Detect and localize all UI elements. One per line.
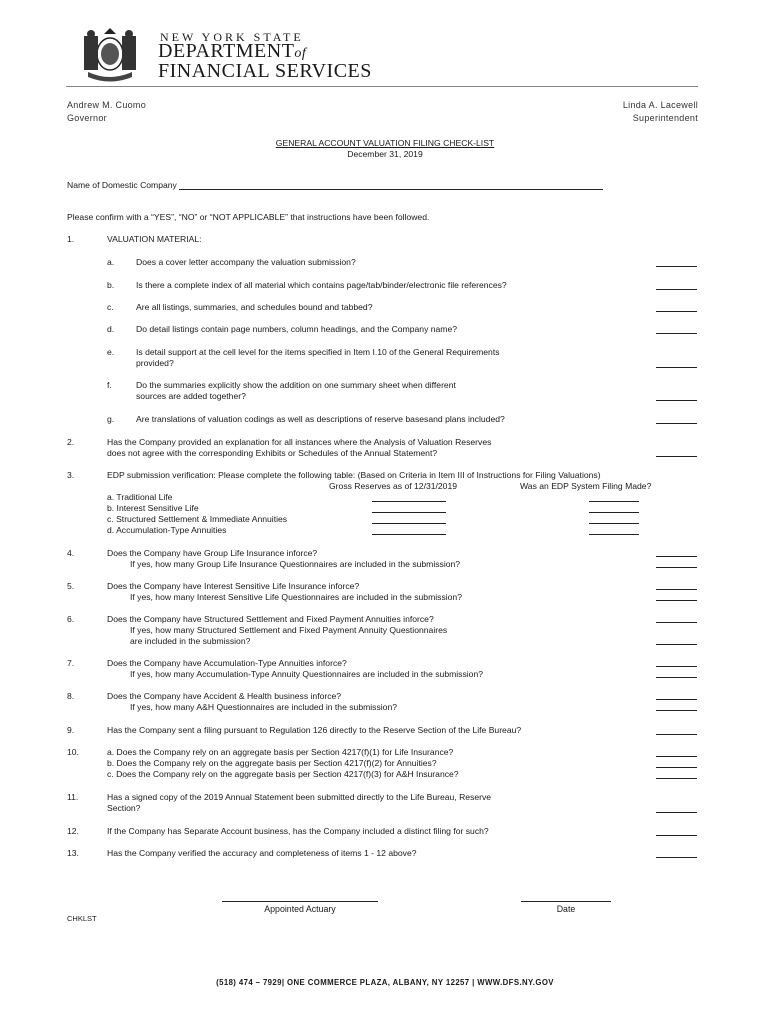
- actuary-signature-field[interactable]: [222, 901, 378, 902]
- date-signature-label: Date: [556, 904, 576, 914]
- item-text: Has a signed copy of the 2019 Annual Statement been submitted directly to the Life Bureau, Reserve Section?: [107, 792, 492, 813]
- edp-filing-field[interactable]: [589, 534, 639, 535]
- sub-item-letter: d.: [107, 324, 115, 334]
- item-number: 2.: [67, 437, 75, 447]
- gross-reserves-field[interactable]: [372, 523, 446, 524]
- agency-name-line1: NEW YORK STATE: [160, 30, 304, 44]
- answer-field[interactable]: [656, 677, 697, 678]
- superintendent-name: Linda A. Lacewell: [622, 100, 698, 110]
- answer-field[interactable]: [656, 400, 697, 401]
- item-number: 5.: [67, 581, 75, 591]
- item-text: Has the Company verified the accuracy and completeness of items 1 - 12 above?: [107, 848, 417, 858]
- actuary-signature-label: Appointed Actuary: [264, 904, 336, 914]
- governor-block: [67, 99, 146, 125]
- answer-field[interactable]: [656, 644, 697, 645]
- answer-field[interactable]: [656, 812, 697, 813]
- answer-field[interactable]: [656, 756, 697, 757]
- sub-item-text: Do the summaries explicitly show the addition on one summary sheet when different sources are added together?: [136, 380, 456, 401]
- gross-reserves-field[interactable]: [372, 534, 446, 535]
- table-row-label: c. Structured Settlement & Immediate Annuities: [107, 514, 288, 524]
- item-text: Does the Company have Accumulation-Type Annuities inforce?: [107, 658, 347, 668]
- answer-field[interactable]: [656, 734, 697, 735]
- answer-field[interactable]: [656, 699, 697, 700]
- item-number: 3.: [67, 470, 75, 480]
- governor-title: Governor: [67, 113, 107, 123]
- item-number: 8.: [67, 691, 75, 701]
- answer-field[interactable]: [656, 311, 697, 312]
- gross-reserves-field[interactable]: [372, 512, 446, 513]
- agency-name-line2: DEPARTMENTof: [158, 40, 307, 62]
- sub-item-text: Are translations of valuation codings as well as descriptions of reserve basesand plans included?: [136, 414, 505, 424]
- header-divider: [66, 86, 698, 87]
- item-subtext: If yes, how many Structured Settlement and Fixed Payment Annuity Questionnaires are included in the submission?: [130, 625, 448, 646]
- item-number: 6.: [67, 614, 75, 624]
- item-text: Has the Company provided an explanation for all instances where the Analysis of Valuation Reserves does not agree with the corresponding Exhibits or Schedules of the Annual Statement?: [107, 437, 492, 458]
- date-signature-field[interactable]: [521, 901, 611, 902]
- sub-item-text: Does a cover letter accompany the valuation submission?: [136, 257, 356, 267]
- answer-field[interactable]: [656, 367, 697, 368]
- item-text: Has the Company sent a filing pursuant to Regulation 126 directly to the Reserve Section of the Life Bureau?: [107, 725, 522, 735]
- sub-item-letter: e.: [107, 347, 115, 357]
- item-subtext: If yes, how many Accumulation-Type Annuity Questionnaires are included in the submission?: [130, 669, 484, 679]
- answer-field[interactable]: [656, 423, 697, 424]
- sub-item-text: Is there a complete index of all material which contains page/tab/binder/electronic file references?: [136, 280, 507, 290]
- item-number: 9.: [67, 725, 75, 735]
- instruction-text: Please confirm with a “YES”, “NO” or “NOT APPLICABLE” that instructions have been followed.: [67, 212, 430, 222]
- answer-field[interactable]: [656, 567, 697, 568]
- item-number: 12.: [67, 826, 79, 836]
- document-heading: [0, 138, 770, 160]
- gross-reserves-field[interactable]: [372, 501, 446, 502]
- item-text: EDP submission verification: Please complete the following table: (Based on Criteria in Item III of Instructions for Filing Valuations): [107, 470, 601, 480]
- table-column-edp-filing: Was an EDP System Filing Made?: [520, 481, 652, 491]
- table-row-label: b. Interest Sensitive Life: [107, 503, 199, 513]
- company-name-label: Name of Domestic Company: [67, 180, 177, 190]
- answer-field[interactable]: [656, 666, 697, 667]
- answer-field[interactable]: [656, 556, 697, 557]
- item-text: If the Company has Separate Account business, has the Company included a distinct filing for such?: [107, 826, 489, 836]
- answer-field[interactable]: [656, 710, 697, 711]
- item-text: Does the Company have Interest Sensitive Life Insurance inforce?: [107, 581, 360, 591]
- answer-field[interactable]: [656, 333, 697, 334]
- item-text: Does the Company have Accident & Health business inforce?: [107, 691, 342, 701]
- answer-field[interactable]: [656, 622, 697, 623]
- sub-item-letter: a.: [107, 257, 115, 267]
- sub-item-letter: b.: [107, 280, 115, 290]
- edp-filing-field[interactable]: [589, 501, 639, 502]
- table-row-label: d. Accumulation-Type Annuities: [107, 525, 227, 535]
- answer-field[interactable]: [656, 589, 697, 590]
- item-subtext: If yes, how many Group Life Insurance Questionnaires are included in the submission?: [130, 559, 461, 569]
- item-subtext: If yes, how many Interest Sensitive Life Questionnaires are included in the submission?: [130, 592, 462, 602]
- sub-item-letter: c.: [107, 302, 114, 312]
- item-number: 4.: [67, 548, 75, 558]
- table-column-gross-reserves: Gross Reserves as of 12/31/2019: [329, 481, 458, 491]
- item-number: 10.: [67, 747, 79, 757]
- item-text: a. Does the Company rely on an aggregate basis per Section 4217(f)(1) for Life Insurance? b. Does the Company rely on the aggregate basis per Section 4217(f)(2) for Annuities? c. Does the Company rely on the aggregate basis per Section 4217(f)(3) for A&H Insurance?: [107, 747, 459, 779]
- answer-field[interactable]: [656, 857, 697, 858]
- sub-item-text: Is detail support at the cell level for the items specified in Item I.10 of the General Requirements provided?: [136, 347, 500, 368]
- answer-field[interactable]: [656, 456, 697, 457]
- item-number: 11.: [67, 792, 79, 802]
- answer-field[interactable]: [656, 778, 697, 779]
- sub-item-letter: g.: [107, 414, 115, 424]
- sub-item-text: Do detail listings contain page numbers, column headings, and the Company name?: [136, 324, 458, 334]
- superintendent-block: [623, 99, 698, 125]
- item-text: Does the Company have Group Life Insurance inforce?: [107, 548, 318, 558]
- item-text: Does the Company have Structured Settlement and Fixed Payment Annuities inforce?: [107, 614, 434, 624]
- answer-field[interactable]: [656, 289, 697, 290]
- document-date: December 31, 2019: [347, 149, 423, 159]
- new-york-state-seal-icon: [74, 22, 146, 84]
- superintendent-title: Superintendent: [632, 113, 698, 123]
- answer-field[interactable]: [656, 767, 697, 768]
- sub-item-letter: f.: [107, 380, 112, 390]
- section-title: VALUATION MATERIAL:: [107, 234, 202, 244]
- answer-field[interactable]: [656, 266, 697, 267]
- item-number: 7.: [67, 658, 75, 668]
- table-row-label: a. Traditional Life: [107, 492, 173, 502]
- company-name-field[interactable]: [179, 180, 603, 190]
- form-identifier: CHKLST: [67, 914, 97, 923]
- item-number: 13.: [67, 848, 79, 858]
- agency-name-line3: FINANCIAL SERVICES: [158, 60, 372, 82]
- edp-filing-field[interactable]: [589, 523, 639, 524]
- item-subtext: If yes, how many A&H Questionnaires are included in the submission?: [130, 702, 398, 712]
- footer-contact: (518) 474 – 7929| ONE COMMERCE PLAZA, ALBANY, NY 12257 | WWW.DFS.NY.GOV: [216, 978, 554, 987]
- item-number: 1.: [67, 234, 75, 244]
- answer-field[interactable]: [656, 600, 697, 601]
- governor-name: Andrew M. Cuomo: [67, 100, 147, 110]
- sub-item-text: Are all listings, summaries, and schedules bound and tabbed?: [136, 302, 373, 312]
- company-name-row: [67, 180, 603, 190]
- answer-field[interactable]: [656, 835, 697, 836]
- document-title: GENERAL ACCOUNT VALUATION FILING CHECK-LIST: [275, 138, 495, 148]
- edp-filing-field[interactable]: [589, 512, 639, 513]
